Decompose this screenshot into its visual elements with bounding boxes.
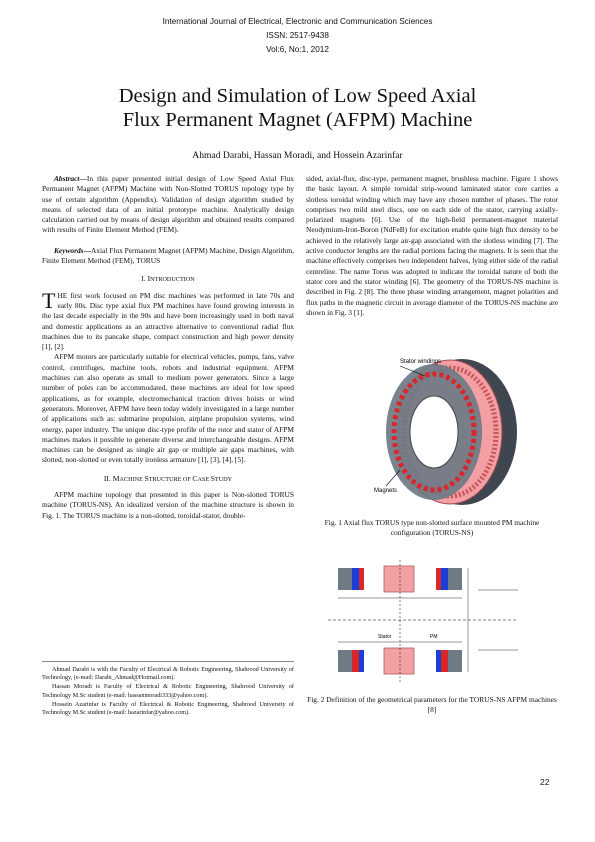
rotor-hub-hole [410, 396, 458, 468]
magnet [352, 650, 359, 672]
rotor-yoke [338, 568, 352, 590]
magnet [436, 568, 441, 590]
drop-cap: T [42, 287, 56, 313]
label-stator: Stator [378, 634, 392, 640]
magnet [441, 650, 448, 672]
left-column [42, 174, 294, 521]
magnet [359, 568, 364, 590]
authors: Ahmad Darabi, Hassan Moradi, and Hossein Azarinfar [192, 150, 403, 161]
figure-2-geometry [318, 558, 548, 688]
stator-core [384, 566, 414, 592]
journal-header: International Journal of Electrical, Electronic and Communication Sciences [162, 17, 433, 26]
keywords: Keywords—Axial Flux Permanent Magnet (AFPM) Machine, Design Algorithm, Finite Element Method (FEM), TORUS [42, 245, 294, 266]
keywords-text: Axial Flux Permanent Magnet (AFPM) Machine, Design Algorithm, Finite Element Method (FEM), TORUS [42, 245, 294, 266]
issn: ISSN: 2517-9438 [266, 31, 329, 40]
intro-paragraph-2: AFPM motors are particularly suitable for electrical vehicles, pumps, fans, valve control, centrifuges, machine tools, robots and industrial equipment. AFPM machines can also operate as small to medium power generators. Since a large number of poles can be accommodated, these machines are ideal for low speed applications, as for example, electromechanical traction drives hoists or wind generators. Moreover, AFPM have been today widely investigated in a large number of applications such as: submarine propulsion, airplane propulsion systems, wind energy, paper industry. The unique disc-type profile of the rotor and stator of AFPM machines makes it possible to generate diverse and interchangeable designs. AFPM machines can be designed as single air gap or multiple air gaps machines, with slotted, non-slotted or even totally ironless armature [1], [3], [4], [5]. [42, 352, 294, 465]
footnotes [42, 661, 294, 718]
footnote-2: Hassan Moradi is Faculty of Electrical & Robotic Engineering, Shahrood University of Technology M.Sc student (e-mail: hassanmoradi333@yahoo.com). [42, 683, 294, 699]
title-line-1: Design and Simulation of Low Speed Axial [118, 85, 477, 107]
section-heading-machine-structure: II. MACHINE STRUCTURE OF CASE STUDY [103, 473, 233, 483]
label-pm: PM [430, 634, 438, 640]
magnet [359, 650, 364, 672]
intro-paragraph-1: THE first work focused on PM disc machines was performed in late 70s and early 80s. Disc type axial flux PM machines have found growing interests in the last decade especially in the 90s and have been increasingly used in both naval and domestic applications as an attractive alternative to conventional radial flux machines due to its pancake shape, compact construction and high power density [1], [2]. [42, 287, 294, 352]
rotor-yoke [448, 650, 462, 672]
label-magnets: Magnets [374, 488, 398, 494]
right-column [306, 174, 558, 318]
volume-info: Vol:6, No:1, 2012 [266, 45, 329, 54]
page-number: 22 [540, 777, 550, 787]
rotor-yoke [448, 568, 462, 590]
stator-core [384, 648, 414, 674]
magnet [436, 650, 441, 672]
figure-1-caption: Fig. 1 Axial flux TORUS type non-slotted surface mounted PM machine configuration (TORUS-NS) [324, 518, 540, 537]
title-line-2: Flux Permanent Magnet (AFPM) Machine [122, 109, 473, 131]
section-heading-introduction: I. INTRODUCTION [141, 274, 195, 284]
figure-1-torus-machine [370, 352, 520, 512]
right-paragraph: sided, axial-flux, disc-type, permanent magnet, brushless machine. Figure 1 shows the basic layout. A simple toroidal strip-wound laminated stator core carries a slotless toroidal winding which may have any chosen number of phases. The rotor comprises two mild steel discs, one on each side of the stator, carrying axially-polarized magnets [6]. Use of the high-field permanent-magnet material Neodymium-Iron-Boron (NdFeB) for excitation enable quite high flux density to be achieved in the relatively large air-gap associated with the slotless winding [7]. The active conductor lengths are the radial portions facing the magnets. It is seen that the machine effectively comprises two independent halves, lying either side of the radial centreline. The name Torus was adopted to indicate the toroidal nature of both the stator core and the stator winding [6]. The geometry of the TORUS-NS machine is described in Fig. 2 [8]. The three phase winding arrangement, magnet polarities and flux paths in the magnetic circuit in average diameter of the TORUS-NS machine are shown in Fig. 3 [1]. [306, 174, 558, 317]
label-stator-windings: Stator windings [400, 359, 442, 365]
magnet [352, 568, 359, 590]
abstract-label: Abstract [54, 174, 80, 183]
abstract: Abstract—In this paper presented initial design of Low Speed Axial Flux Permanent Magnet (AFPM) Machine with Non-Slotted TORUS topology type by use of certain algorithm (Appendix). Validation of design algorithm studied by means of selected data of an initial prototype machine. Analytically design calculation carried out by means of design algorithm and obtained results compared with results of Finite Element Method (FEM). [42, 174, 294, 235]
paper-title [40, 84, 555, 132]
abstract-text: In this paper presented initial design of Low Speed Axial Flux Permanent Magnet (AFPM) Machine with Non-Slotted TORUS topology type by use of certain algorithm (Appendix). Validation of design algorithm studied by means of selected data of an initial prototype machine. Analytically design calculation carried out by means of design algorithm and obtained results compared with results of Finite Element Method (FEM). [42, 174, 294, 235]
keywords-label: Keywords [54, 245, 84, 255]
footnote-1: Ahmad Darabi is with the Faculty of Electrical & Robotic Engineering, Shahrood University of Technology, (e-mail: Darabi_Ahmad@Hotmail.com). [42, 666, 294, 682]
magnet [441, 568, 448, 590]
footnote-3: Hossein Azarinfar is Faculty of Electrical & Robotic Engineering, Shahrood University of Technology M.Sc student (e-mail: hazarinfar@yahoo.com). [42, 700, 294, 717]
rotor-yoke [338, 650, 352, 672]
structure-paragraph: AFPM machine topology that presented in this paper is Non-slotted TORUS machine (TORUS-NS). An idealized version of the machine structure is shown in Fig. 1. The TORUS machine is a non-slotted, toroidal-stator, double- [42, 490, 294, 520]
figure-2-caption: Fig. 2 Definition of the geometrical parameters for the TORUS-NS AFPM machines [8] [307, 695, 557, 714]
